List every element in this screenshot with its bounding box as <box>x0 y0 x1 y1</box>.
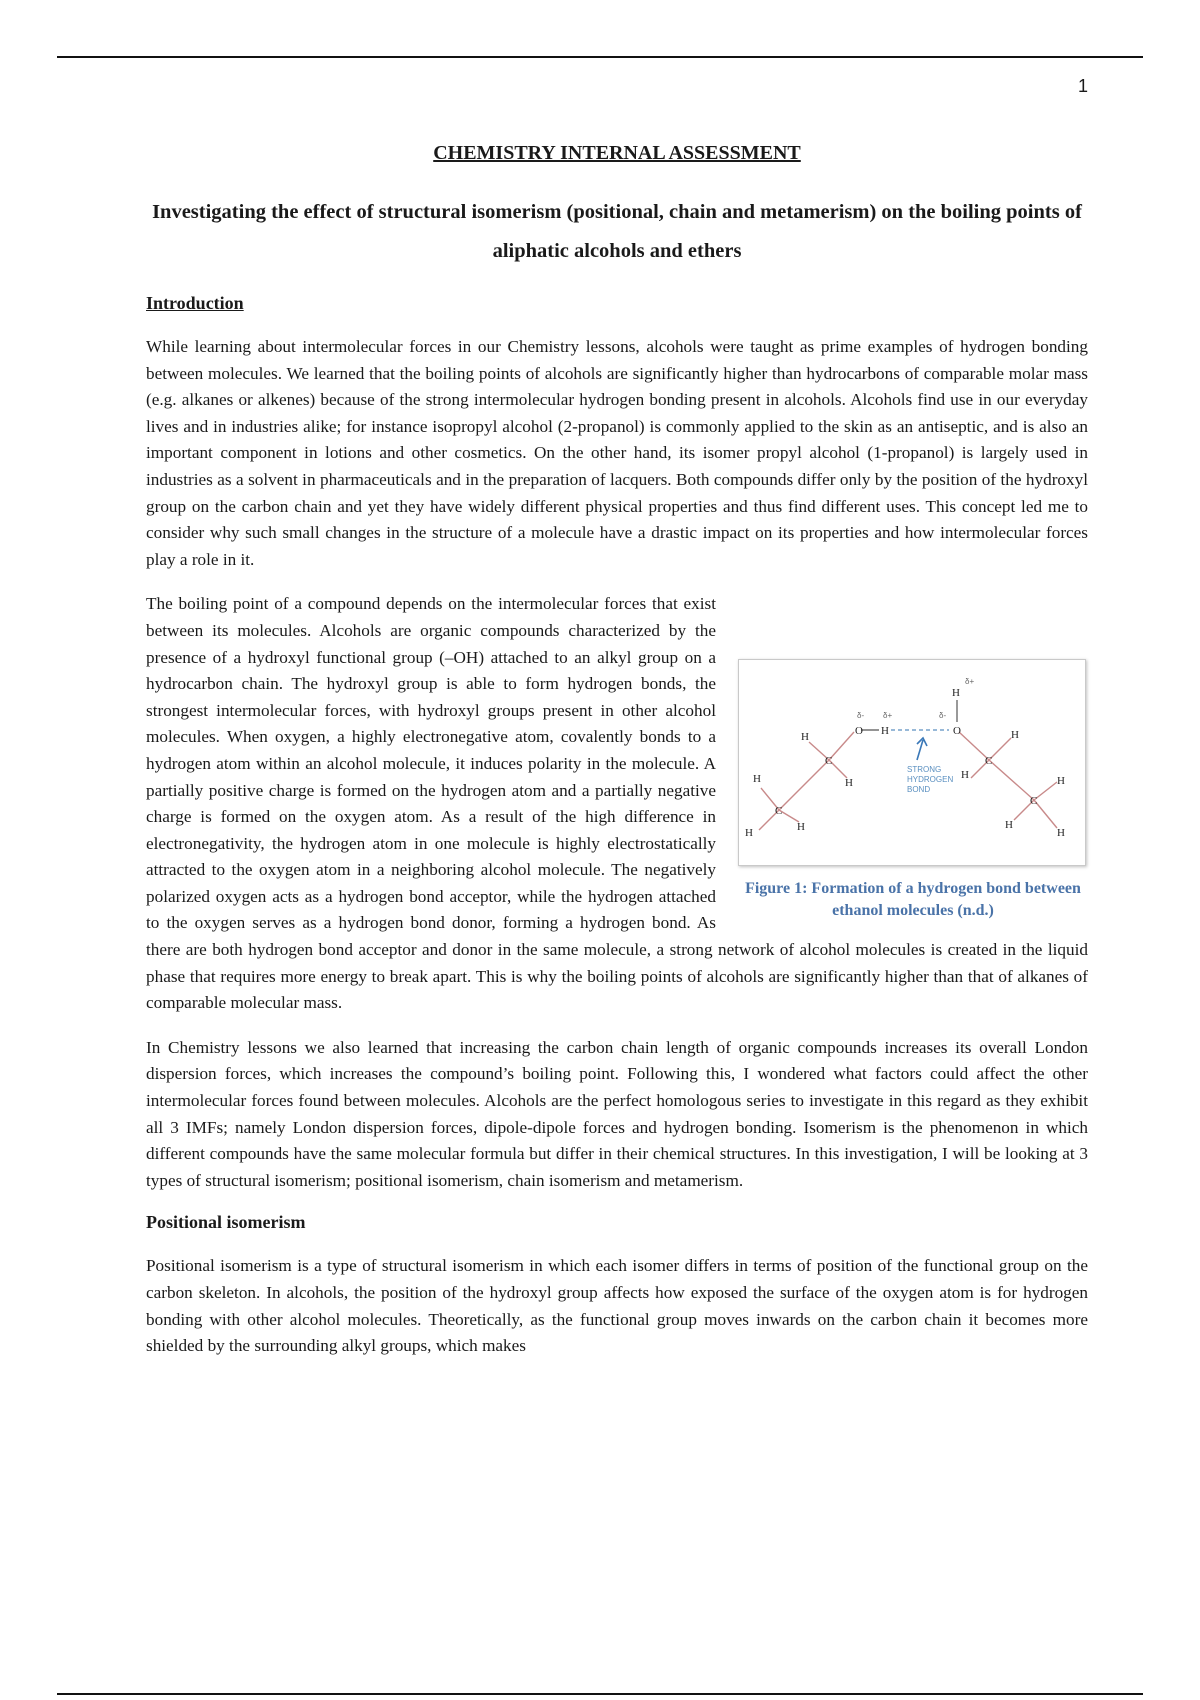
figure-1-caption: Figure 1: Formation of a hydrogen bond between ethanol molecules (n.d.) <box>745 880 1081 920</box>
atom-h-5: H <box>845 777 853 790</box>
intro-paragraph-1: While learning about intermolecular forces in our Chemistry lessons, alcohols were taught as prime examples of hydrogen bonding between molecules. We learned that the boiling points of alcohols are significantly higher than hydrocarbons of comparable molar mass (e.g. alkanes or alkenes) because of the strong intermolecular hydrogen bonding present in alcohols. Alcohols find use in our everyday lives and in industries alike; for instance isopropyl alcohol (2-propanol) is commonly applied to the skin as an antiseptic, and is also an important component in lotions and other cosmetics. On the other hand, its isomer propyl alcohol (1-propanol) is largely used in industries as a solvent in pharmaceuticals and in the preparation of lacquers. Both compounds differ only by the position of the hydroxyl group on the carbon chain and yet they have widely different physical properties and thus find different uses. This concept led me to consider why such small changes in the structure of a molecule have a drastic impact on its properties and how intermolecular forces play a role in it. <box>146 337 1088 569</box>
atom-o-left: O <box>855 725 863 738</box>
document-subtitle: Investigating the effect of structural isomerism (positional, chain and metamerism) on the boiling points of aliphatic alcohols and ethers <box>152 201 1082 262</box>
atom-h-right: H <box>952 687 960 700</box>
atom-h-1: H <box>801 731 809 744</box>
atom-o-right: O <box>953 725 961 738</box>
atom-h-8: H <box>1057 775 1065 788</box>
bond-c-o-left <box>829 732 854 760</box>
hydrogen-bond-diagram <box>738 659 1086 866</box>
page-number: 1 <box>1077 76 1088 96</box>
bond-label-line2: HYDROGEN <box>907 775 954 785</box>
delta-minus-left: δ- <box>857 711 865 721</box>
document-title: CHEMISTRY INTERNAL ASSESSMENT <box>433 142 801 164</box>
delta-plus-right: δ+ <box>965 677 975 687</box>
atom-h-9: H <box>1057 827 1065 840</box>
introduction-heading: Introduction <box>146 293 244 313</box>
atom-h-6: H <box>1011 729 1019 742</box>
atom-h-7: H <box>961 769 969 782</box>
atom-h-4: H <box>797 821 805 834</box>
intro-paragraph-3: In Chemistry lessons we also learned that increasing the carbon chain length of organic compounds increases its overall London dispersion forces, which increases the compound’s boiling point. Following this, I wondered what factors could affect the other intermolecular forces found between molecules. Alcohols are the perfect homologous series to investigate in this regard as they exhibit all 3 IMFs; namely London dispersion forces, dipole-dipole forces and hydrogen bonding. Isomerism is the phenomenon in which different compounds have the same molecular formula but differ in their chemical structures. In this investigation, I will be looking at 3 types of structural isomerism; positional isomerism, chain isomerism and metamerism. <box>146 1037 1088 1190</box>
bond-c-c-left <box>779 760 829 810</box>
document-body <box>146 142 1088 1378</box>
delta-plus-left: δ+ <box>883 711 893 721</box>
intro-paragraph-2 <box>146 591 1088 1017</box>
atom-c-right-bottom: C <box>1030 795 1038 808</box>
bond-label-line3: BOND <box>907 785 931 795</box>
bond-label-line1: STRONG <box>907 765 942 775</box>
bond-c-c-right <box>989 760 1034 800</box>
bond-c-h-right4 <box>1034 800 1057 828</box>
header-rule <box>57 56 1143 58</box>
footer-rule <box>57 1693 1143 1695</box>
atom-h-2: H <box>753 773 761 786</box>
bond-c-h-right3 <box>1034 782 1057 800</box>
delta-minus-right: δ- <box>939 711 947 721</box>
figure-1 <box>738 651 1088 922</box>
atom-c-right-top: C <box>985 755 993 768</box>
intro-paragraph-2-text: The boiling point of a compound depends on the intermolecular forces that exist between its molecules. Alcohols are organic compounds characterized by the presence of a hydroxyl functional group (–OH) attached to an alkyl group on a hydrocarbon chain. The hydroxyl group is able to form hydrogen bonds, the strongest intermolecular forces, with hydroxyl groups present in other alcohol molecules. When oxygen, a highly electronegative atom, covalently bonds to a hydrogen atom within an alcohol molecule, it induces polarity in the molecule. A partially positive charge is formed on the hydrogen atom and a partially negative charge is formed on the oxygen atom. As a result of the high difference in electronegativity, the hydrogen atom in one molecule is highly electrostatically attracted to the oxygen atom in a neighboring alcohol molecule. The negatively polarized oxygen acts as a hydrogen bond acceptor, while the hydrogen attached to the oxygen serves as a hydrogen bond donor, forming a hydrogen bond. As there are both hydrogen bond acceptor and donor in the same molecule, a strong network of alcohol molecules is created in the liquid phase that requires more energy to break apart. This is why the boiling points of alcohols are significantly higher than that of alkanes of comparable molecular mass. <box>146 594 1088 1013</box>
positional-isomerism-heading: Positional isomerism <box>146 1212 306 1233</box>
positional-isomerism-paragraph: Positional isomerism is a type of structural isomerism in which each isomer differs in terms of position of the functional group on the carbon skeleton. In alcohols, the position of the hydroxyl group affects how exposed the surface of the oxygen atom is for hydrogen bonding with other alcohol molecules. Theoretically, as the functional group moves inwards on the carbon chain it becomes more shielded by the surrounding alkyl groups, which makes <box>146 1256 1088 1356</box>
atom-h-bonded: H <box>881 725 889 738</box>
atom-c-left-bottom: C <box>775 805 783 818</box>
atom-c-left-top: C <box>825 755 833 768</box>
atom-h-10: H <box>1005 819 1013 832</box>
atom-h-3: H <box>745 827 753 840</box>
ethanol-hbond-svg <box>739 660 1085 865</box>
